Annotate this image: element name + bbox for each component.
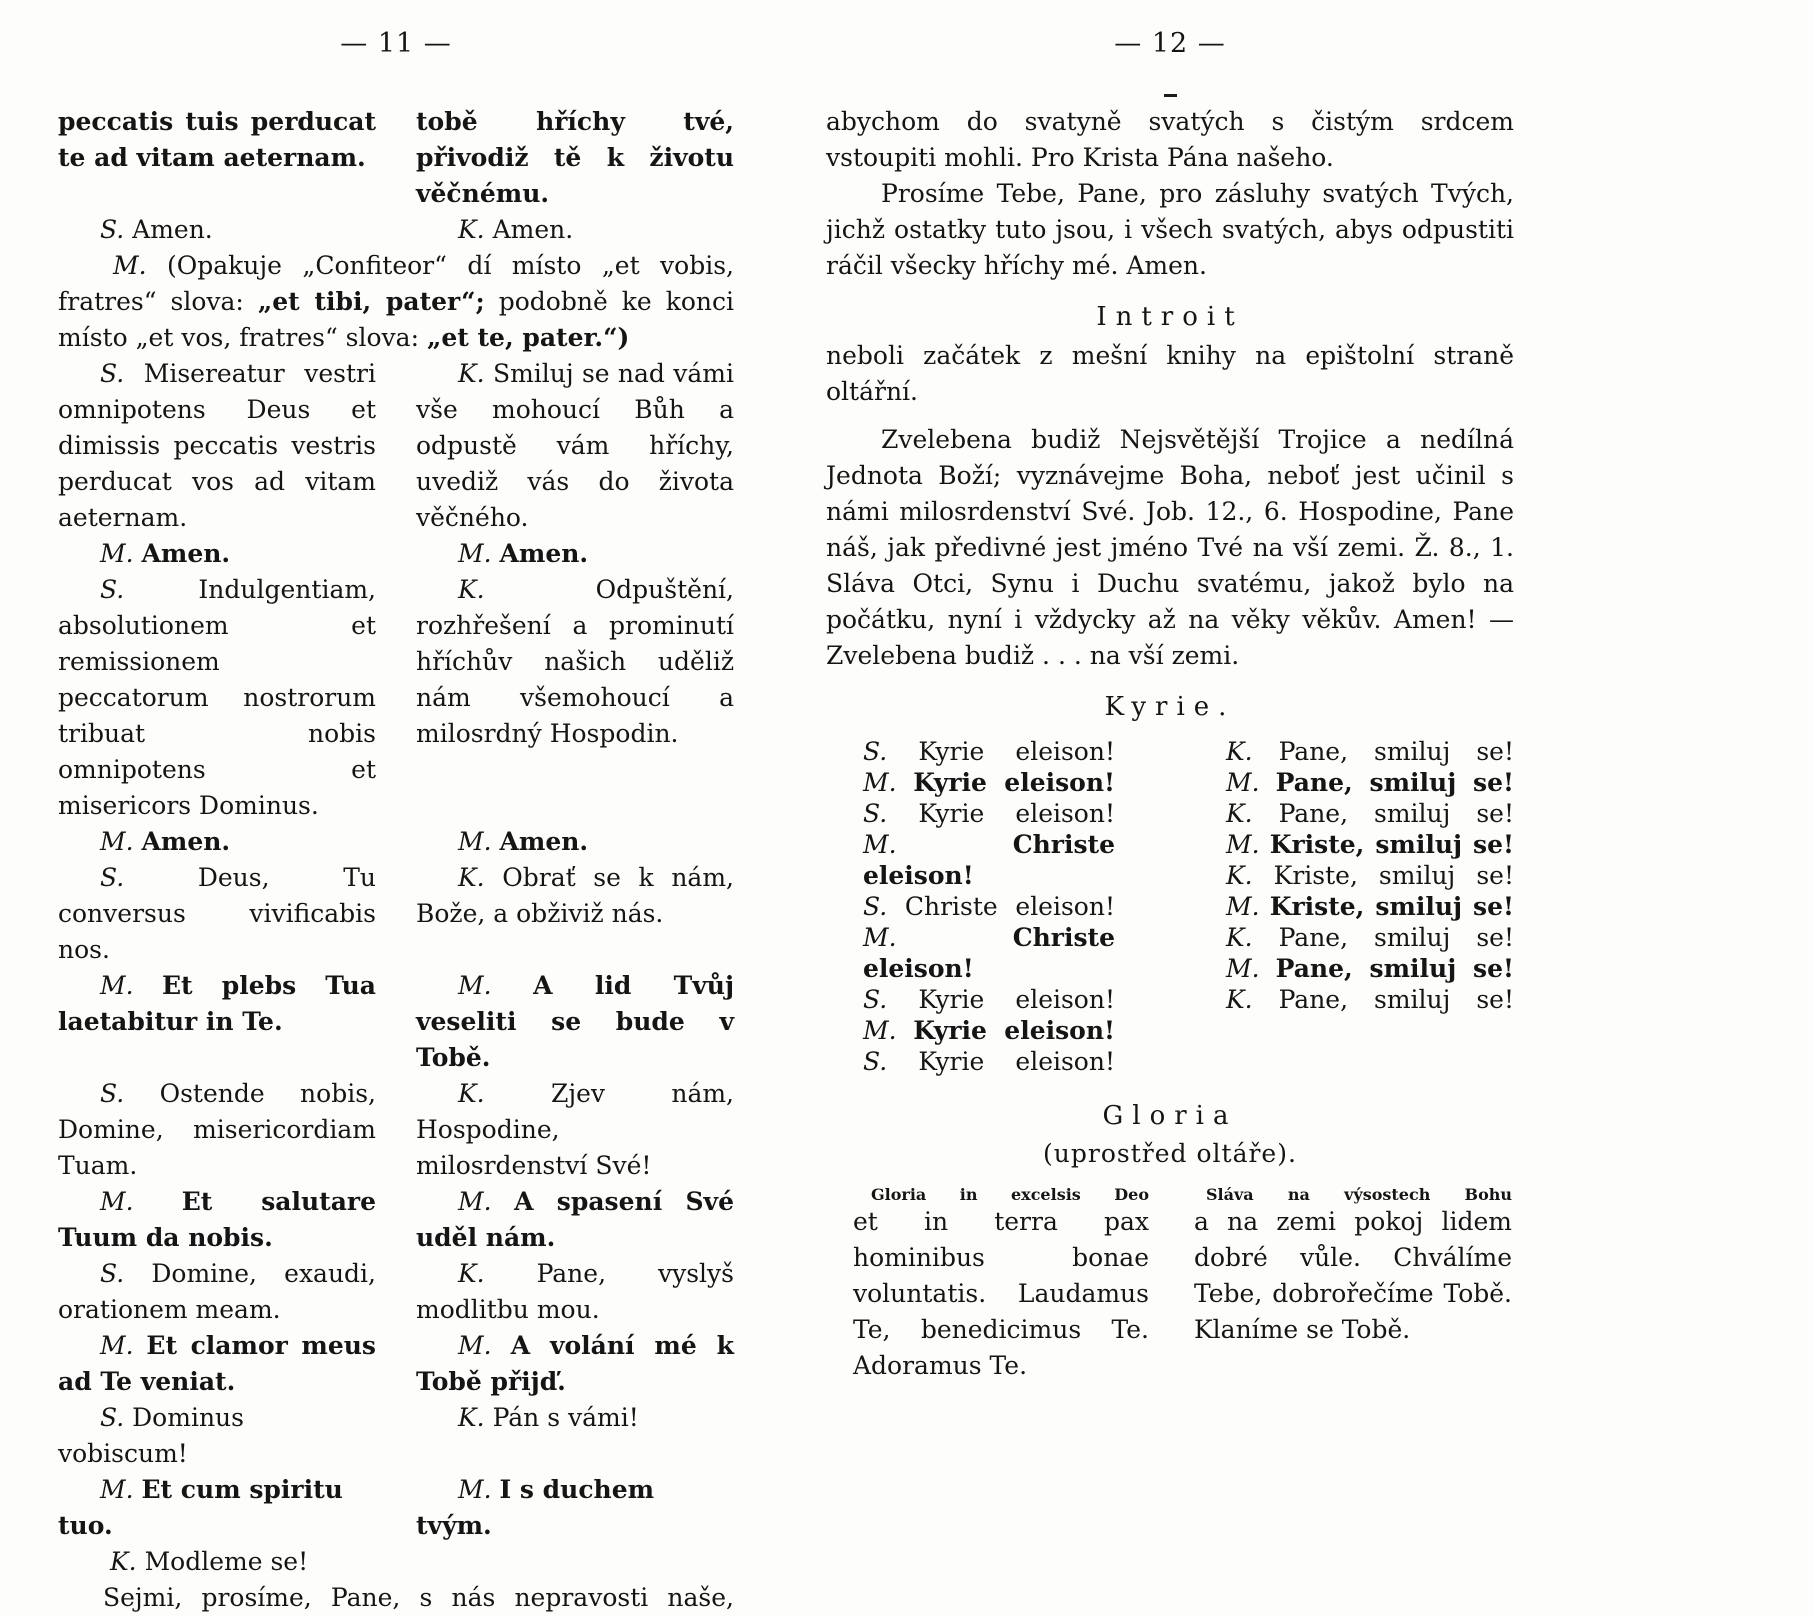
latin-versicle — [58, 536, 376, 572]
speaker-initial: M. — [863, 830, 897, 859]
kyrie-text: Kriste, smiluj se! — [1273, 861, 1514, 890]
speaker-initial: K. — [110, 1547, 137, 1576]
kyrie-text: Kyrie eleison! — [918, 1047, 1116, 1076]
rubric-bold: „et te, pater.“) — [426, 323, 630, 352]
gloria-latin-lead: Gloria in excelsis Deo — [871, 1185, 1149, 1204]
versicle-text: Pane, vyslyš modlitbu mou. — [416, 1259, 734, 1324]
versicle-row — [58, 824, 734, 860]
versicle-text: Odpuštění, rozhřešení a prominutí hříchův našich uděliž nám všemohoucí a milosrdný Hospodin. — [416, 575, 734, 748]
speaker-initial: K. — [458, 575, 485, 604]
latin-versicle — [58, 1076, 376, 1184]
versicle-text: Amen. — [499, 539, 589, 568]
kyrie-line — [863, 891, 1115, 922]
gloria-czech-lead: Sláva na výsostech Bohu — [1206, 1185, 1512, 1204]
speaker-initial: S. — [100, 1403, 125, 1432]
gloria-czech-column — [1194, 1185, 1512, 1384]
closing-line: Sejmi, prosíme, Pane, s nás nepravosti naše, — [103, 1583, 734, 1612]
speaker-initial: K. — [458, 215, 485, 244]
versicle-row — [58, 968, 734, 1076]
speaker-initial: K. — [1226, 985, 1253, 1014]
versicle-text: Pán s vámi! — [492, 1403, 639, 1432]
kyrie-czech-column — [1226, 736, 1514, 1077]
czech-versicle — [416, 1472, 734, 1544]
speaker-initial: M. — [458, 827, 492, 856]
versicle-text: A lid Tvůj veseliti se bude v Tobě. — [416, 971, 734, 1072]
speaker-initial: S. — [100, 863, 125, 892]
page-12 — [826, 26, 1514, 1384]
versicle-text: Amen. — [141, 827, 231, 856]
kyrie-line — [863, 922, 1115, 984]
speaker-initial: M. — [1226, 892, 1260, 921]
speaker-initial: K. — [1226, 923, 1253, 952]
kyrie-text: Kyrie eleison! — [913, 768, 1115, 797]
speaker-initial: M. — [100, 1187, 134, 1216]
kyrie-text: Kriste, smiluj se! — [1269, 830, 1514, 859]
speaker-initial: M. — [1226, 830, 1260, 859]
kyrie-text: Pane, smiluj se! — [1278, 799, 1515, 828]
speaker-initial: K. — [458, 1403, 485, 1432]
versicle-row — [58, 1256, 734, 1328]
czech-versicle — [416, 860, 734, 932]
kyrie-line — [1226, 984, 1514, 1015]
latin-versicle — [58, 968, 376, 1040]
gloria-columns — [826, 1185, 1514, 1384]
speaker-initial: S. — [100, 359, 125, 388]
versicle-text: Smiluj se nad vámi vše mohoucí Bůh a odpustě vám hříchy, uvediž vás do života věčného. — [416, 359, 734, 532]
rubric-bold: „et tibi, pater“; — [257, 287, 485, 316]
versicle-row — [58, 1184, 734, 1256]
kyrie-text: Pane, smiluj se! — [1278, 737, 1515, 766]
versicle-row — [58, 860, 734, 968]
page-number-12: — 12 — — [1114, 28, 1226, 59]
versicle-text: Et clamor meus ad Te veniat. — [58, 1331, 376, 1396]
versicle-text: Zjev nám, Hospodine, milosrdenství Své! — [416, 1079, 734, 1180]
kyrie-text: Christe eleison! — [863, 830, 1115, 890]
speaker-initial: M. — [458, 1475, 492, 1504]
versicle-row — [58, 1472, 734, 1544]
kyrie-title: Kyrie. — [1104, 692, 1236, 722]
kyrie-line — [1226, 860, 1514, 891]
versicle-text: Amen. — [499, 827, 589, 856]
speaker-initial: S. — [100, 1079, 125, 1108]
kyrie-line — [863, 798, 1115, 829]
gloria-latin-body: et in terra pax hominibus bonae voluntatis. Laudamus Te, benedicimus Te. Adoramus Te. — [853, 1207, 1149, 1380]
speaker-initial: K. — [1226, 861, 1253, 890]
latin-versicle — [58, 824, 376, 860]
czech-versicle — [416, 968, 734, 1076]
speaker-initial: K. — [458, 1259, 485, 1288]
kyrie-line — [863, 984, 1115, 1015]
versicle-text: A volání mé k Tobě přijď. — [416, 1331, 734, 1396]
kyrie-text: Pane, smiluj se! — [1275, 768, 1514, 797]
oremus-text: Modleme se! — [144, 1547, 309, 1576]
speaker-initial: M. — [100, 971, 134, 1000]
page-11 — [58, 26, 734, 1616]
versicle-row — [58, 1328, 734, 1400]
kyrie-line — [863, 767, 1115, 798]
kyrie-text: Pane, smiluj se! — [1275, 954, 1514, 983]
oremus-line — [110, 1544, 734, 1580]
gloria-czech-body: a na zemi pokoj lidem dobré vůle. Chválíme Tebe, dobrořečíme Tobě. Klaníme se Tobě. — [1194, 1207, 1512, 1344]
czech-versicle — [416, 536, 734, 572]
czech-versicle — [416, 1256, 734, 1328]
latin-versicle — [58, 1256, 376, 1328]
kyrie-text: Kyrie eleison! — [918, 985, 1116, 1014]
versicle-text: Misereatur vestri omnipotens Deus et dimissis peccatis vestris perducat vos ad vitam aeternam. — [58, 359, 377, 532]
speaker-initial: M. — [113, 251, 147, 280]
kyrie-text: Kriste, smiluj se! — [1269, 892, 1514, 921]
speaker-initial: M. — [863, 768, 897, 797]
czech-versicle — [416, 1076, 734, 1184]
kyrie-latin-column — [863, 736, 1115, 1077]
speaker-initial: M. — [863, 1016, 897, 1045]
versicle-row — [58, 356, 734, 536]
kyrie-line — [1226, 953, 1514, 984]
paragraph-prosime: Prosíme Tebe, Pane, pro zásluhy svatých Tvých, jichž ostatky tuto jsou, i všech svatých, abys odpustiti ráčil všecky hříchy mé. Amen. — [826, 179, 1514, 280]
kyrie-columns — [826, 736, 1514, 1077]
versicle-text: Domine, exaudi, orationem meam. — [58, 1259, 377, 1324]
versicle-text: A spasení Své uděl nám. — [416, 1187, 734, 1252]
versicle-text: Et salutare Tuum da nobis. — [58, 1187, 377, 1252]
kyrie-line — [1226, 798, 1514, 829]
versicle-row — [58, 212, 734, 248]
latin-carryover: peccatis tuis perducat te ad vitam aeternam. — [58, 107, 376, 172]
rubric-text: (Opakuje „Confiteor“ dí místo „et vobis, fratres“ slova: — [58, 251, 734, 316]
speaker-initial: S. — [863, 799, 888, 828]
kyrie-line — [1226, 767, 1514, 798]
speaker-initial: S. — [863, 892, 888, 921]
speaker-initial: M. — [1226, 954, 1260, 983]
versicle-text: Amen. — [141, 539, 231, 568]
czech-versicle — [416, 1400, 734, 1436]
czech-versicle — [416, 212, 734, 248]
versicle-text: Obrať se k nám, Bože, a obživiž nás. — [416, 863, 734, 928]
czech-versicle — [416, 572, 734, 752]
speaker-initial: M. — [100, 539, 134, 568]
versicle-row — [58, 1076, 734, 1184]
speaker-initial: K. — [458, 1079, 485, 1108]
introit-body: Zvelebena budiž Nejsvětější Trojice a nedílná Jednota Boží; vyznávejme Boha, neboť jest učinil s námi milosrdenství Své. Job. 12., 6. Hospodine, Pane náš, jak předivné jest jméno Tvé na vší zemi. Ž. 8., 1. Sláva Otci, Synu i Duchu svatému, jakož bylo na počátku, nyní i vždycky až na věky věkův. Amen! — Zvelebena budiž . . . na vší zemi. — [826, 425, 1514, 670]
page-number-11: — 11 — — [340, 28, 452, 59]
speaker-initial: S. — [100, 215, 125, 244]
kyrie-line — [863, 829, 1115, 891]
introit-subtitle: neboli začátek z mešní knihy na epištolní straně oltářní. — [826, 341, 1514, 406]
speaker-initial: M. — [100, 827, 134, 856]
speaker-initial: K. — [1226, 737, 1253, 766]
kyrie-text: Pane, smiluj se! — [1278, 985, 1515, 1014]
kyrie-text: Christe eleison! — [863, 923, 1115, 983]
kyrie-line — [1226, 891, 1514, 922]
kyrie-line — [1226, 922, 1514, 953]
versicle-row — [58, 1400, 734, 1472]
versicle-text: Et plebs Tua laetabitur in Te. — [58, 971, 376, 1036]
gloria-latin-column — [853, 1185, 1149, 1384]
czech-carryover: tobě hříchy tvé, přivodiž tě k životu věčnému. — [416, 107, 734, 208]
speaker-initial: M. — [100, 1331, 134, 1360]
speaker-initial: S. — [100, 575, 125, 604]
versicle-text: Dominus vobiscum! — [58, 1403, 244, 1468]
speaker-initial: K. — [458, 359, 485, 388]
kyrie-text: Kyrie eleison! — [918, 737, 1116, 766]
speaker-initial: S. — [863, 1047, 888, 1076]
speaker-initial: M. — [100, 1475, 134, 1504]
speaker-initial: S. — [863, 737, 888, 766]
kyrie-line — [1226, 829, 1514, 860]
latin-versicle — [58, 1400, 376, 1472]
speaker-initial: S. — [100, 1259, 125, 1288]
kyrie-text: Kyrie eleison! — [913, 1016, 1115, 1045]
versicle-text: Ostende nobis, Domine, misericordiam Tuam. — [58, 1079, 376, 1180]
rubric-text: podobně ke konci místo „et vos, fratres“ slova: — [58, 287, 734, 352]
versicle-text: Amen. — [492, 215, 574, 244]
speaker-initial: M. — [458, 1331, 492, 1360]
latin-versicle — [58, 1328, 376, 1400]
kyrie-line — [863, 736, 1115, 767]
kyrie-line — [863, 1015, 1115, 1046]
latin-versicle — [58, 212, 376, 248]
latin-versicle — [58, 572, 376, 824]
czech-versicle — [416, 1184, 734, 1256]
versicle-text: Amen. — [132, 215, 213, 244]
speaker-initial: M. — [863, 923, 897, 952]
speaker-initial: M. — [458, 971, 492, 1000]
versicle-text: I s duchem tvým. — [416, 1475, 655, 1540]
latin-versicle — [58, 1472, 376, 1544]
kyrie-line — [863, 1046, 1115, 1077]
versicle-row — [58, 572, 734, 824]
versicle-text: Deus, Tu conversus vivificabis nos. — [58, 863, 376, 964]
rubric-paragraph — [58, 248, 734, 356]
speaker-initial: M. — [458, 1187, 492, 1216]
paragraph-carryover: abychom do svatyně svatých s čistým srdcem vstoupiti mohli. Pro Krista Pána našeho. — [826, 107, 1514, 172]
czech-versicle — [416, 824, 734, 860]
speaker-initial: M. — [1226, 768, 1260, 797]
gloria-title: Gloria — [1102, 1101, 1238, 1131]
ink-mark — [1164, 94, 1177, 97]
kyrie-text: Pane, smiluj se! — [1278, 923, 1515, 952]
carryover-row — [58, 104, 734, 212]
speaker-initial: S. — [863, 985, 888, 1014]
versicle-row — [58, 536, 734, 572]
versicle-text: Et cum spiritu tuo. — [58, 1475, 343, 1540]
speaker-initial: M. — [458, 539, 492, 568]
speaker-initial: K. — [458, 863, 485, 892]
gloria-subtitle: (uprostřed oltáře). — [1043, 1139, 1297, 1168]
latin-versicle — [58, 860, 376, 968]
kyrie-text: Kyrie eleison! — [918, 799, 1116, 828]
latin-versicle — [58, 1184, 376, 1256]
versicle-text: Indulgentiam, absolutionem et remissionem peccatorum nostrorum tribuat nobis omnipotens et misericors Dominus. — [58, 575, 376, 820]
czech-versicle — [416, 356, 734, 536]
czech-versicle — [416, 1328, 734, 1400]
kyrie-line — [1226, 736, 1514, 767]
speaker-initial: K. — [1226, 799, 1253, 828]
latin-versicle — [58, 356, 376, 536]
kyrie-text: Christe eleison! — [904, 892, 1116, 921]
introit-title: Introit — [1096, 302, 1244, 332]
